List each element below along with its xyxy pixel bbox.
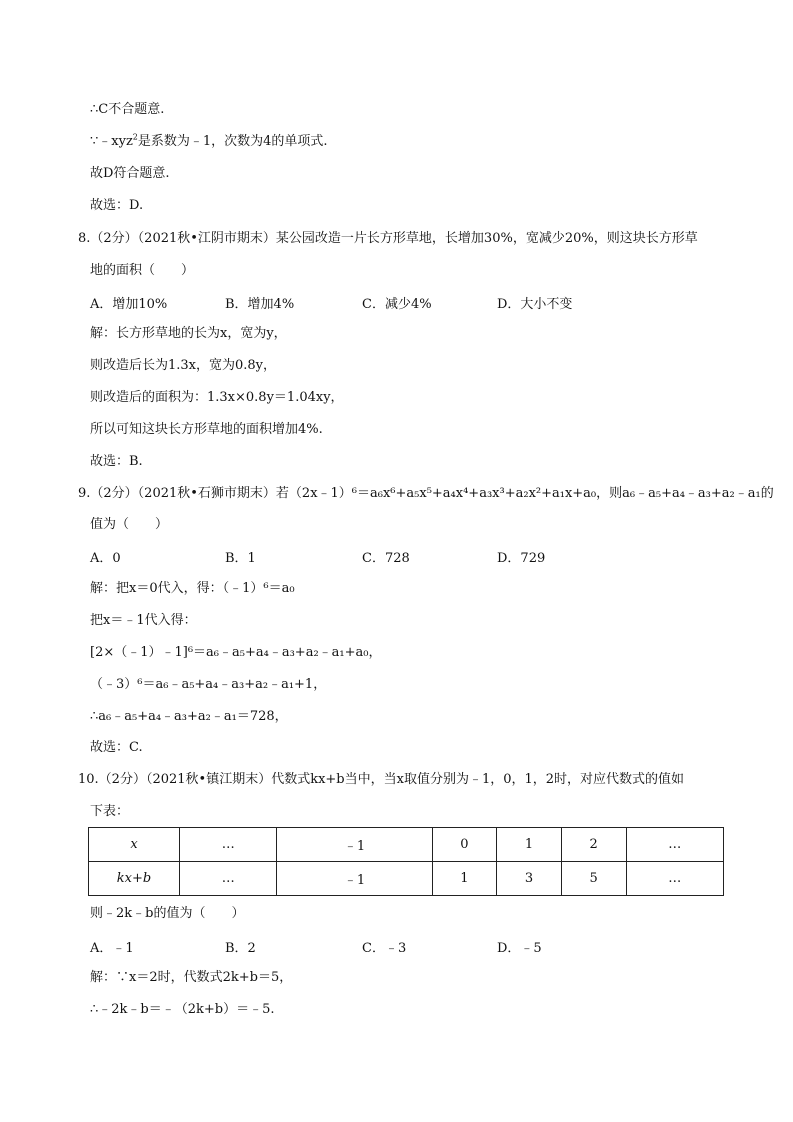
q10-stem-line1: 10.（2分）（2021秋•镇江期末）代数式kx+b当中，当x取值分别为﹣1，0，1，2时，对应代数式的值如 xyxy=(78,772,685,787)
q9-solution-line1: 解：把x＝0代入，得：（﹣1）⁶＝a₀ xyxy=(90,581,295,596)
table-cell: … xyxy=(626,862,724,896)
q10-stem-line2: 下表： xyxy=(90,804,130,819)
q9-answer: 故选：C. xyxy=(90,740,143,755)
solution7-answer: 故选：D. xyxy=(90,198,144,213)
q10-solution-line2: ∴﹣2k﹣b＝﹣（2k+b）＝﹣5. xyxy=(90,1002,275,1017)
value-table xyxy=(88,827,724,896)
q8-option-b: B．增加4% xyxy=(225,297,295,312)
q9-stem-line1: 9.（2分）（2021秋•石狮市期末）若（2x﹣1）⁶＝a₆x⁶+a₅x⁵+a₄x⁴+a₃x³+a₂x²+a₁x+a₀，则a₆﹣a₅+a₄﹣a₃+a₂﹣a₁的 xyxy=(78,486,774,501)
table-cell: 2 xyxy=(561,828,626,862)
q8-solution-line3: 则改造后的面积为：1.3x×0.8y＝1.04xy， xyxy=(90,390,344,405)
q10-solution-line1: 解：∵x＝2时，代数式2k+b＝5， xyxy=(90,970,293,985)
q10-option-a: A．﹣1 xyxy=(90,941,134,956)
table-cell: kx+b xyxy=(89,862,180,896)
q9-option-a: A．0 xyxy=(90,551,121,566)
table-cell: 5 xyxy=(561,862,626,896)
q8-stem-line1: 8.（2分）（2021秋•江阴市期末）某公园改造一片长方形草地，长增加30%，宽减少20%，则这块长方形草 xyxy=(78,231,698,246)
q9-solution-line3: [2×（﹣1）﹣1]⁶＝a₆﹣a₅+a₄﹣a₃+a₂﹣a₁+a₀， xyxy=(90,645,382,660)
q8-answer: 故选：B. xyxy=(90,454,143,469)
q10-option-c: C．﹣3 xyxy=(362,941,407,956)
table-cell: … xyxy=(180,828,277,862)
table-cell: ﹣1 xyxy=(277,862,432,896)
q9-options xyxy=(0,547,793,565)
q9-solution-line5: ∴a₆﹣a₅+a₄﹣a₃+a₂﹣a₁＝728， xyxy=(90,709,288,724)
table-cell: 3 xyxy=(497,862,562,896)
q8-options xyxy=(0,293,793,311)
q8-option-c: C．减少4% xyxy=(362,297,432,312)
q10-options xyxy=(0,937,793,955)
q9-stem-line2: 值为（ ） xyxy=(90,517,169,532)
q9-option-d: D．729 xyxy=(497,551,546,566)
q10-option-b: B．2 xyxy=(225,941,256,956)
table-cell: 1 xyxy=(432,862,497,896)
solution7-line2: ∵﹣xyz$^2$是系数为﹣1，次数为4的单项式. xyxy=(90,132,328,149)
q10-option-d: D．﹣5 xyxy=(497,941,542,956)
solution7-line1: ∴C不合题意. xyxy=(90,102,165,117)
q8-stem-line2: 地的面积（ ） xyxy=(90,263,195,278)
q9-option-c: C．728 xyxy=(362,551,410,566)
solution7-line3: 故D符合题意. xyxy=(90,166,170,181)
table-cell: x xyxy=(89,828,180,862)
q9-solution-line2: 把x＝﹣1代入得： xyxy=(90,613,197,628)
table-row xyxy=(89,828,724,862)
table-cell: ﹣1 xyxy=(277,828,432,862)
q8-solution-line2: 则改造后长为1.3x，宽为0.8y， xyxy=(90,358,277,373)
q9-option-b: B．1 xyxy=(225,551,256,566)
q8-option-d: D．大小不变 xyxy=(497,297,573,312)
q8-solution-line1: 解：长方形草地的长为x，宽为y， xyxy=(90,326,287,341)
q8-solution-line4: 所以可知这块长方形草地的面积增加4%. xyxy=(90,422,323,437)
q10-question: 则﹣2k﹣b的值为（ ） xyxy=(90,906,245,921)
table-cell: … xyxy=(626,828,724,862)
table-row xyxy=(89,862,724,896)
table-cell: 1 xyxy=(497,828,562,862)
q9-solution-line4: （﹣3）⁶＝a₆﹣a₅+a₄﹣a₃+a₂﹣a₁+1， xyxy=(90,677,327,692)
table-cell: … xyxy=(180,862,277,896)
q8-option-a: A．增加10% xyxy=(90,297,168,312)
table-cell: 0 xyxy=(432,828,497,862)
